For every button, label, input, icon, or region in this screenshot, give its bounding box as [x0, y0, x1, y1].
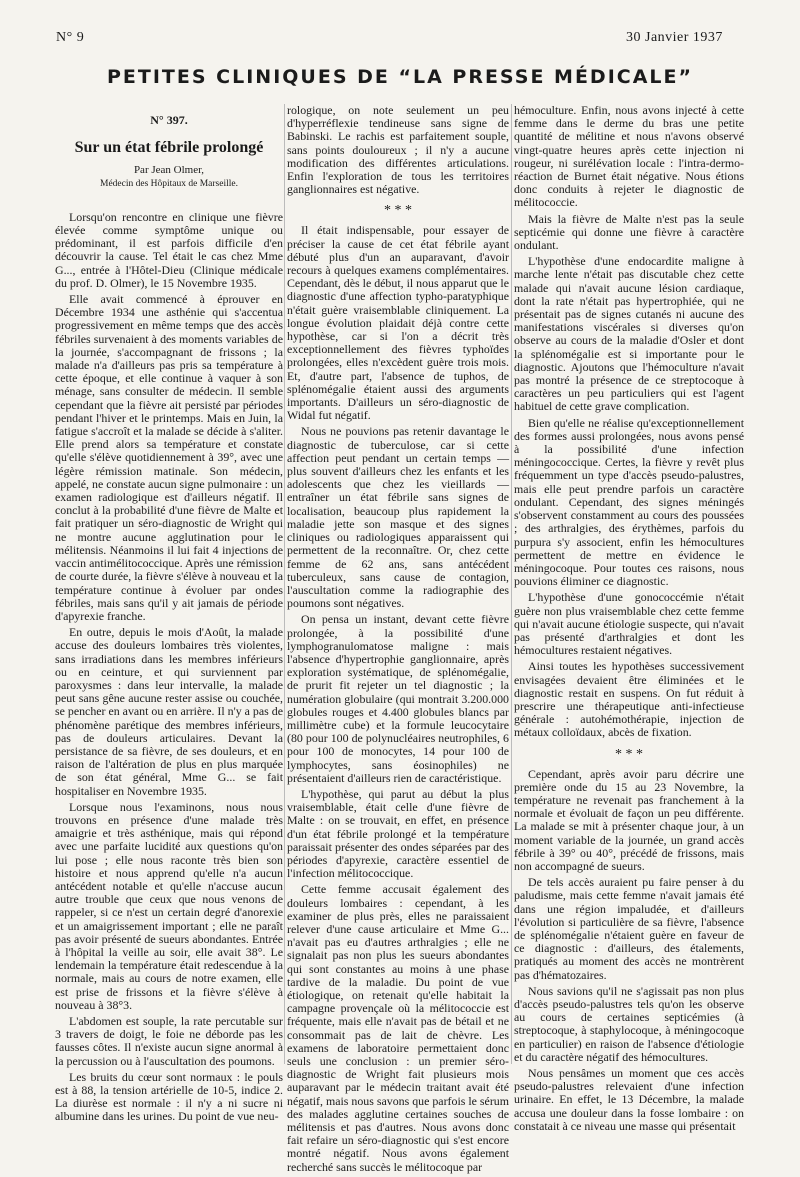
paragraph: Nous pensâmes un moment que ces accès pseudo-palustres relevaient d'une infection urinaire. En effet, le 13 Décembre, la malade accusa une douleur dans la fosse lombaire : on constatait à ce niveau une masse qui présentait — [514, 1066, 744, 1133]
issue-number: N° 9 — [56, 30, 85, 45]
paragraph: rologique, on note seulement un peu d'hyperréflexie tendineuse sans signe de Babinski. Le rachis est parfaitement souple, sans points douloureux ; il n'y a aucune modification des différentes articulations. Enfin l'exploration de tous les territoires ganglionnaires est négative. — [287, 103, 509, 197]
issue-date: 30 Janvier 1937 — [626, 30, 723, 45]
journal-section-title: PETITES CLINIQUES DE “LA PRESSE MÉDICALE” — [107, 66, 693, 88]
paragraph: Cette femme accusait également des douleurs lombaires : cependant, à les examiner de plus près, elles ne paraissaient relever d'une cause articulaire et Mme G... n'avait pas eu d'autres arthralgies ; elle ne signalait pas non plus les sueurs abondantes qui sont constantes au moins à une phase tardive de la maladie. Du point de vue étiologique, on retenait qu'elle habitait la campagne provençale où la mélitococcie est fréquente, mais elle n'avait pas de bétail et ne consommait pas de lait de chèvre. Les examens de laboratoire permettaient donc seuls une conclusion : un premier séro-diagnostic de Wright fait plusieurs mois auparavant par le médecin traitant avait été négatif, mais nous savons que parfois le sérum des malades agglutine certaines souches de mélitensis et pas d'autres. Nous avons donc fait refaire un séro-diagnostic qui s'est encore montré négatif. Nous avons également recherché sans succès le mélitocoque par — [287, 882, 509, 1174]
paragraph: Nous savions qu'il ne s'agissait pas non plus d'accès pseudo-palustres tels qu'on les observe au cours de certaines septicémies (à streptocoque, à staphylocoque, à méningocoque en particulier) en raison de l'absence d'étiologie et du caractère négatif des hémocultures. — [514, 983, 744, 1064]
paragraph: En outre, depuis le mois d'Août, la malade accuse des douleurs lombaires très violentes, sans irradiations dans les membres inférieurs ou en ceinture, et qui surviennent par paroxysmes : dans leur intervalle, la malade peut sans gêne aucune rester assise ou couchée, se pencher en avant ou en arrière. Il n'y a pas de phénomène parétique des membres inférieurs, pas de douleurs articulaires. Devant la persistance de sa fièvre, de ses douleurs, et en raison de l'altération de plus en plus marquée de son état général, Mme G... se fait hospitaliser en Novembre 1935. — [55, 625, 283, 798]
section-separator: * * * — [384, 203, 412, 219]
paragraph: Il était indispensable, pour essayer de préciser la cause de cet état fébrile ayant débuté plus d'un an auparavant, d'avoir recours à quelques examens complémentaires. Cependant, dès le début, il nous apparut que le diagnostic d'une affection typho-paratyphique n'était guère vraisemblable cliniquement. La longue évolution plaidait déjà contre cette hypothèse, car si l'on a décrit très exceptionnellement des fièvres typhoïdes prolongées, elles n'excèdent guère trois mois. Et, d'autre part, l'absence de tuphos, de splénomégalie étaient aussi des arguments importants. D'ailleurs un séro-diagnostic de Widal fut négatif. — [287, 223, 509, 423]
col3-body — [514, 104, 744, 740]
paragraph: L'abdomen est souple, la rate percutable sur 3 travers de doigt, le foie ne déborde pas les fausses côtes. Il n'existe aucun signe anormal à la percussion ou à l'auscultation des poumons. — [55, 1014, 283, 1068]
paragraph: Cependant, après avoir paru décrire une première onde du 15 au 23 Novembre, la température ne revenait pas franchement à la normale et évoluait de façon un peu différente. La malade se mit à présenter chaque jour, à un moment variable de la journée, un grand accès fébrile à 39° ou 40°, précédé de frissons, mais non accompagné de sueurs. — [514, 766, 744, 873]
article-number: N° 397. — [150, 113, 188, 127]
paragraph: L'hypothèse, qui parut au début la plus vraisemblable, était celle d'une fièvre de Malte : on se trouvait, en effet, en présence d'un état fébrile prolongé et la température paraissait présenter des ondes séparées par des périodes d'apyrexie, caractère essentiel de l'infection mélitococcique. — [287, 786, 509, 881]
col3-body-2 — [514, 768, 744, 1133]
paragraph: Les bruits du cœur sont normaux : le pouls est à 88, la tension artérielle de 10-5, indice 2. La diurèse est normale : il n'y a ni sucre ni albumine dans les urines. Du point de vue neu- — [55, 1069, 283, 1124]
section-separator: * * * — [615, 746, 643, 762]
article-author: Par Jean Olmer, — [133, 164, 205, 177]
paragraph: hémoculture. Enfin, nous avons injecté à cette femme dans le derme du bras une petite quantité de mélitine et nous n'avons observé vingt-quatre heures après cette injection ni rougeur, ni surélévation locale : l'intra-dermo-réaction de Burnet était négative. Nous étions donc conduits à rejeter le diagnostic de mélitococcie. — [514, 103, 744, 210]
paragraph: Bien qu'elle ne réalise qu'exceptionnellement des formes aussi prolongées, nous avons pensé à la possibilité d'une infection méningococcique. Certes, la fièvre y revêt plus fréquemment un type d'accès pseudo-palustres, mais elle peut prendre parfois un caractère ondulant. Cependant, des signes méningés s'observent constamment au cours des poussées ; des arthralgies, des érythèmes, parfois du purpura s'y associent, enfin les hémocultures permettent de mettre en évidence le méningocoque. Pour toutes ces raisons, nous pouvions éliminer ce diagnostic. — [514, 415, 744, 589]
paragraph: Nous ne pouvions pas retenir davantage le diagnostic de tuberculose, car si cette affection peut pendant un certain temps — plus souvent d'ailleurs chez les enfants et les adolescents que chez les vieillards — entraîner un état fébrile sans signes de localisation, beaucoup plus rapidement la maladie jette son masque et des signes cliniques ou radiologiques apparaissent qui permettent de la reconnaître. Or, chez cette femme de 62 ans, sans antécédent tuberculeux, sans cause de contagion, l'auscultation comme la radiographie des poumons sont négatives. — [287, 424, 509, 611]
paragraph: Lorsqu'on rencontre en clinique une fièvre élevée comme symptôme unique ou prédominant, il est parfois difficile d'en découvrir la cause. Tel était le cas chez Mme G..., entrée à l'Hôtel-Dieu (Clinique médicale du prof. D. Olmer), le 15 Novembre 1935. — [55, 209, 283, 290]
column-rule — [511, 104, 512, 1064]
column-1 — [55, 104, 283, 1127]
col2-body — [287, 224, 509, 1173]
paragraph: Lorsque nous l'examinons, nous nous trouvons en présence d'une malade très amaigrie et très asthénique, mais qui répond avec une parfaite lucidité aux questions qu'on lui pose ; elle nous raconte très bien son histoire et nous apprend qu'elle n'a aucun antécédent notable et qu'elle n'accuse aucun autre trouble que ceux que nous venons de rappeler, si ce n'est un certain degré d'anorexie et un amaigrissement important ; elle ne paraît pas avoir présenté de sueurs abondantes. Entrée à l'hôpital la veille au soir, elle avait 38°. Le lendemain la température était redescendue à la normale, mais au cours de notre examen, elle est prise de frissons et la fièvre s'élève à nouveau à 38°3. — [55, 799, 283, 1012]
paragraph: L'hypothèse d'une gonococcémie n'était guère non plus vraisemblable chez cette femme qui n'avait aucune étiologie suspecte, qui n'avait pas présenté d'arthralgies et dont les hémocultures restaient négatives. — [514, 590, 744, 658]
column-3 — [514, 104, 744, 1136]
paragraph: Elle avait commencé à éprouver en Décembre 1934 une asthénie qui s'accentua progressivement en même temps que des accès fébriles survenaient à des moments variables de la journée, s'accompagnant de frissons ; la malade n'a d'ailleurs pas pris sa température à cette époque, et elle continue à vaquer à son ménage, sans consulter de médecin. Il semble cependant que la fièvre ait persisté par périodes pendant l'hiver et le printemps. Mais en Juin, la fatigue s'accroît et la malade se décide à s'aliter. Elle prend alors sa température et constate qu'elle s'élève quotidiennement à 39°, avec une légère rémission matinale. Son médecin, appelé, ne constate aucun signe pulmonaire : un examen radiologique est d'ailleurs négatif. Il conclut à la probabilité d'une fièvre de Malte et fait pratiquer un séro-diagnostic de Wright qui ne montre aucune agglutination pour le mélitensis. Néanmoins il lui fait 4 injections de vaccin antimélitococcique. Après une rémission de courte durée, la fièvre s'élève à nouveau et la température continue à évoluer par ondes fébriles, mais sans qu'il y ait jamais de période d'apyrexie franche. — [55, 292, 283, 623]
col1-body — [55, 211, 283, 1124]
paragraph: Mais la fièvre de Malte n'est pas la seule septicémie qui donne une fièvre à caractère ondulant. — [514, 211, 744, 253]
author-affiliation: Médecin des Hôpitaux de Marseille. — [100, 178, 238, 189]
paragraph: De tels accès auraient pu faire penser à du paludisme, mais cette femme n'avait jamais été dans une région impaludée, et d'ailleurs l'évolution si particulière de sa fièvre, l'absence de splénomégalie n'étaient guère en faveur de ce diagnostic : d'ailleurs, des étalements, pratiqués au moment des accès ne montrèrent pas d'hématozaires. — [514, 875, 744, 982]
article-title: Sur un état fébrile prolongé — [74, 139, 264, 157]
paragraph: L'hypothèse d'une endocardite maligne à marche lente n'était pas discutable chez cette malade qui n'avait aucune lésion cardiaque, dont la rate n'était pas hypertrophiée, qui ne présentait pas de signes cutanés ni aucune des manifestations viscérales si diverses qu'on observe au cours de la maladie d'Osler et dont la splénomégalie est si importante pour le diagnostic. Ajoutons que l'hémoculture n'avait pas montré la présence de ce streptocoque à caractères un peu particuliers qui est l'agent habituel de cette grave complication. — [514, 254, 744, 414]
paragraph: On pensa un instant, devant cette fièvre prolongée, à la possibilité d'une lymphogranulomatose maligne : mais l'absence d'hypertrophie ganglionnaire, après exploration systématique, de splénomégalie, de prurit fit rejeter un tel diagnostic ; la numération globulaire (qui montrait 3.200.000 globules rouges et 4.400 globules blancs par millimètre cube) et la formule leucocytaire (80 pour 100 de polynucléaires neutrophiles, 6 pour 100 de monocytes, 14 pour 100 de lymphocytes, sans éosinophiles) ne présentaient d'ailleurs rien de caractéristique. — [287, 612, 509, 785]
col2-intro — [287, 104, 509, 196]
column-rule — [284, 104, 285, 1064]
paragraph: Ainsi toutes les hypothèses successivement envisagées devaient être éliminées et le diagnostic restait en suspens. On fut réduit à prescrire une thérapeutique anti-infectieuse générale : autohémothérapie, injection de métaux colloïdaux, abcès de fixation. — [514, 659, 744, 740]
column-2 — [287, 104, 509, 1177]
